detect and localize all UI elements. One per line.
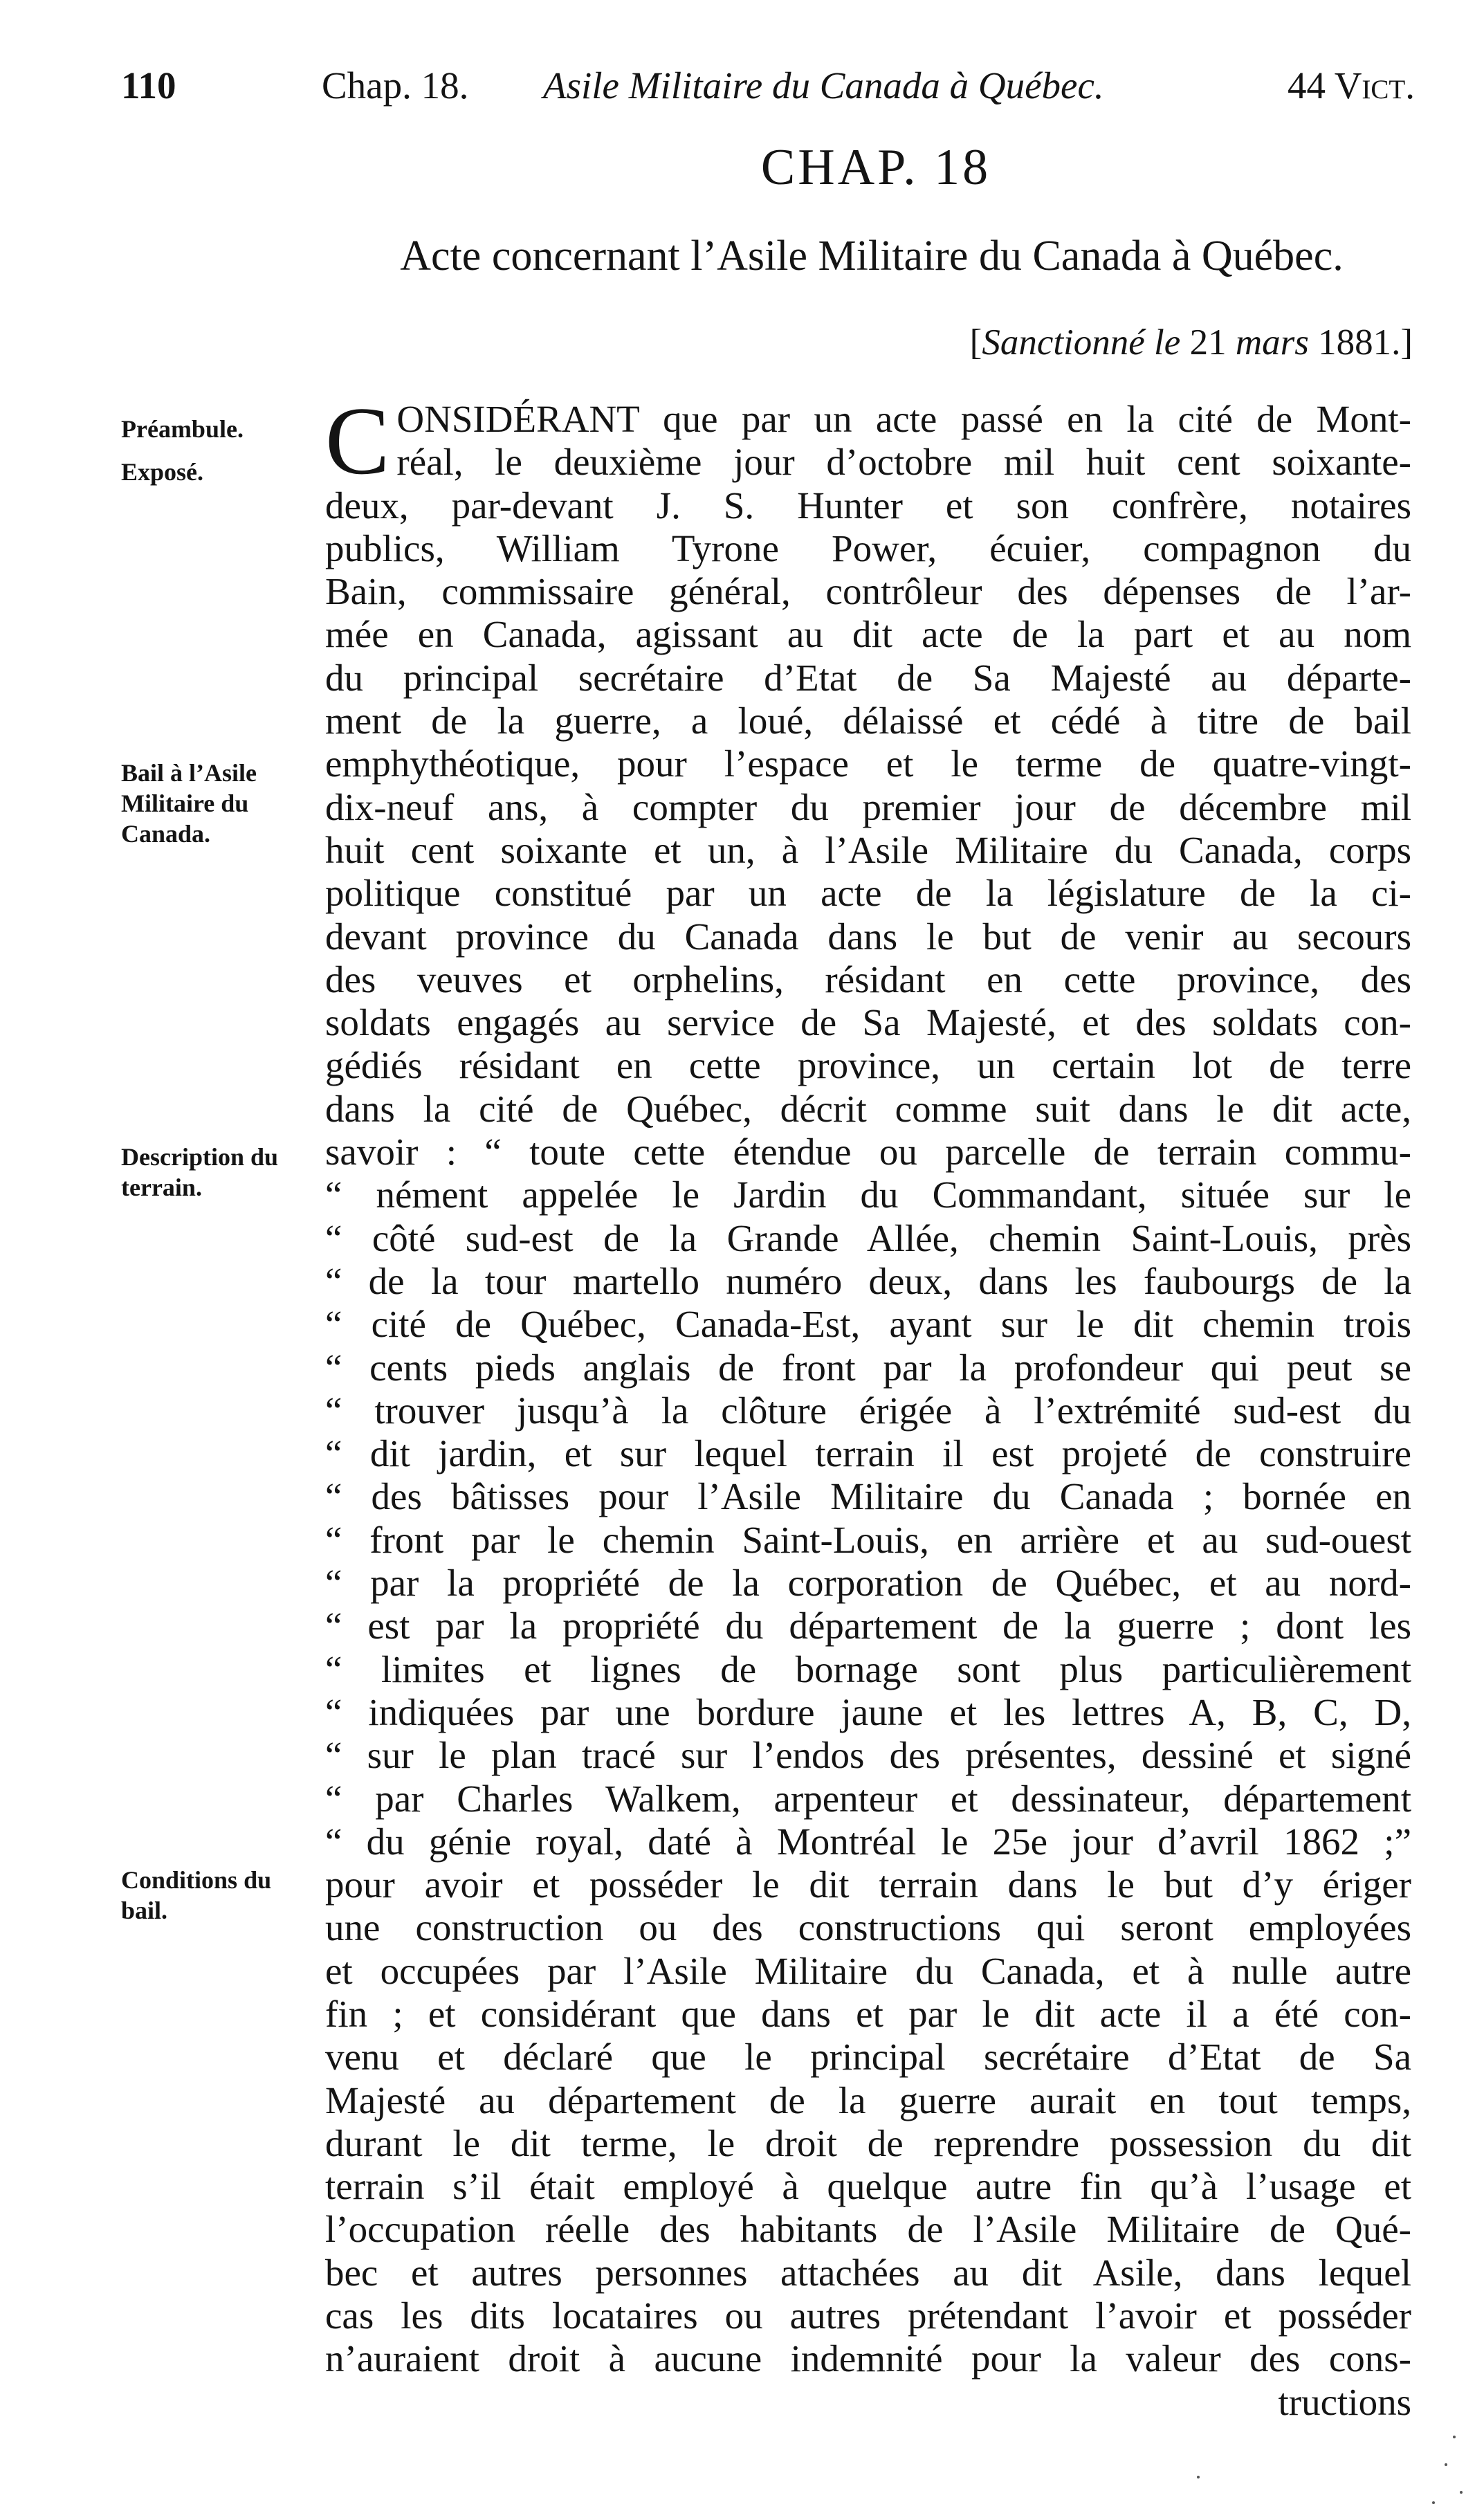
text-line: “ est par la propriété du département de la guerre ; dont les [325,1605,1411,1647]
print-speck [1432,2501,1435,2504]
text-line: “ cité de Québec, Canada-Est, ayant sur le dit chemin trois [325,1303,1411,1346]
sanction-year: 1881.] [1318,322,1413,363]
margin-note-bail: Bail à l’Asile Militaire du Canada. [121,759,257,848]
print-speck [1445,2463,1447,2466]
running-title: Asile Militaire du Canada à Québec. [543,64,1104,107]
drop-capital: C [325,387,390,495]
text-line: “ front par le chemin Saint-Louis, en arrière et au sud-ouest [325,1518,1411,1561]
text-line: n’auraient droit à aucune indemnité pour la valeur des cons- [325,2337,1411,2380]
text-line: devant province du Canada dans le but de venir au secours [325,915,1411,958]
print-speck [1197,2476,1200,2478]
sanction-label: Sanctionné le [982,322,1181,363]
act-title: Acte concernant l’Asile Militaire du Canada à Québec. [400,232,1344,280]
text-line: “ sur le plan tracé sur l’endos des présentes, dessiné et signé [325,1734,1411,1777]
margin-note-expose: Exposé. [121,458,204,486]
text-line: “ par Charles Walkem, arpenteur et dessinateur, département [325,1777,1411,1820]
text-line: “ nément appelée le Jardin du Commandant, située sur le [325,1174,1411,1216]
sanction-month: mars [1235,322,1309,363]
text-line: “ côté sud-est de la Grande Allée, chemin Saint-Louis, près [325,1216,1411,1259]
text-line: politique constitué par un acte de la législature de la ci- [325,872,1411,915]
text-line: bec et autres personnes attachées au dit Asile, dans lequel [325,2251,1411,2294]
text-line: venu et déclaré que le principal secrétaire d’Etat de Sa [325,2036,1411,2079]
text-line: l’occupation réelle des habitants de l’Asile Militaire de Qué- [325,2208,1411,2251]
text-line: emphythéotique, pour l’espace et le terme de quatre-vingt- [325,742,1411,785]
text-line: fin ; et considérant que dans et par le dit acte il a été con- [325,1992,1411,2035]
text-line: mée en Canada, agissant au dit acte de la part et au nom [325,613,1411,656]
catchword: tructions [1278,2380,1411,2423]
text-line: Majesté au département de la guerre aurait en tout temps, [325,2079,1411,2121]
print-speck [1460,2491,1463,2494]
text-line: réal, le deuxième jour d’octobre mil huit cent soixante- [396,441,1411,484]
text-line: dans la cité de Québec, décrit comme suit dans le dit acte, [325,1087,1411,1130]
sanction-day: 21 [1189,322,1227,363]
text-line: pour avoir et posséder le dit terrain dans le but d’y ériger [325,1863,1411,1906]
text-line: savoir : “ toute cette étendue ou parcelle de terrain commu- [325,1131,1411,1174]
body-lines [325,484,1411,2381]
text-line: “ dit jardin, et sur lequel terrain il est projeté de construire [325,1432,1411,1475]
text-line: dix-neuf ans, à compter du premier jour de décembre mil [325,785,1411,828]
text-line: une construction ou des constructions qui seront employées [325,1906,1411,1949]
sanction-date [970,322,1413,363]
chapter-reference: Chap. 18. [322,64,469,107]
text-line: Bain, commissaire général, contrôleur des dépenses de l’ar- [325,570,1411,613]
margin-note-conditions: Conditions du bail. [121,1866,272,1924]
regnal-year: 44 Vict. [1287,64,1415,107]
text-line: du principal secrétaire d’Etat de Sa Majesté au départe- [325,656,1411,699]
text-line: terrain s’il était employé à quelque autre fin qu’à l’usage et [325,2165,1411,2208]
text-line: “ limites et lignes de bornage sont plus particulièrement [325,1647,1411,1690]
text-line: cas les dits locataires ou autres prétendant l’avoir et posséder [325,2294,1411,2337]
text-line: “ par la propriété de la corporation de Québec, et au nord- [325,1562,1411,1605]
text-line: durant le dit terme, le droit de reprendre possession du dit [325,2121,1411,2164]
text-line: “ cents pieds anglais de front par la profondeur qui peut se [325,1346,1411,1389]
margin-note-description: Description du terrain. [121,1143,279,1201]
text-line: “ du génie royal, daté à Montréal le 25e jour d’avril 1862 ;” [325,1820,1411,1863]
text-line: “ de la tour martello numéro deux, dans les faubourgs de la [325,1259,1411,1302]
text-line: “ indiquées par une bordure jaune et les lettres A, B, C, D, [325,1690,1411,1733]
margin-note-preamble: Préambule. [121,415,244,443]
text-line: huit cent soixante et un, à l’Asile Militaire du Canada, corps [325,828,1411,871]
text-line: “ trouver jusqu’à la clôture érigée à l’extrémité sud-est du [325,1389,1411,1432]
text-line: “ des bâtisses pour l’Asile Militaire du Canada ; bornée en [325,1475,1411,1518]
text-line: ONSIDÉRANT que par un acte passé en la cité de Mont- [396,398,1411,440]
text-line: gédiés résidant en cette province, un certain lot de terre [325,1044,1411,1087]
text-line: soldats engagés au service de Sa Majesté, et des soldats con- [325,1001,1411,1044]
text-line: deux, par-devant J. S. Hunter et son confrère, notaires [325,484,1411,527]
text-line: des veuves et orphelins, résidant en cette province, des [325,958,1411,1001]
print-speck [1453,2436,1456,2438]
text-line: ment de la guerre, a loué, délaissé et cédé à titre de bail [325,700,1411,742]
sanction-open-bracket: [ [969,322,982,363]
page-number: 110 [121,64,176,107]
body-text [325,387,1411,2424]
text-line: et occupées par l’Asile Militaire du Canada, et à nulle autre [325,1949,1411,1992]
chapter-number: CHAP. 18 [760,139,991,196]
running-header [121,61,1415,111]
text-line: publics, William Tyrone Power, écuier, compagnon du [325,527,1411,569]
